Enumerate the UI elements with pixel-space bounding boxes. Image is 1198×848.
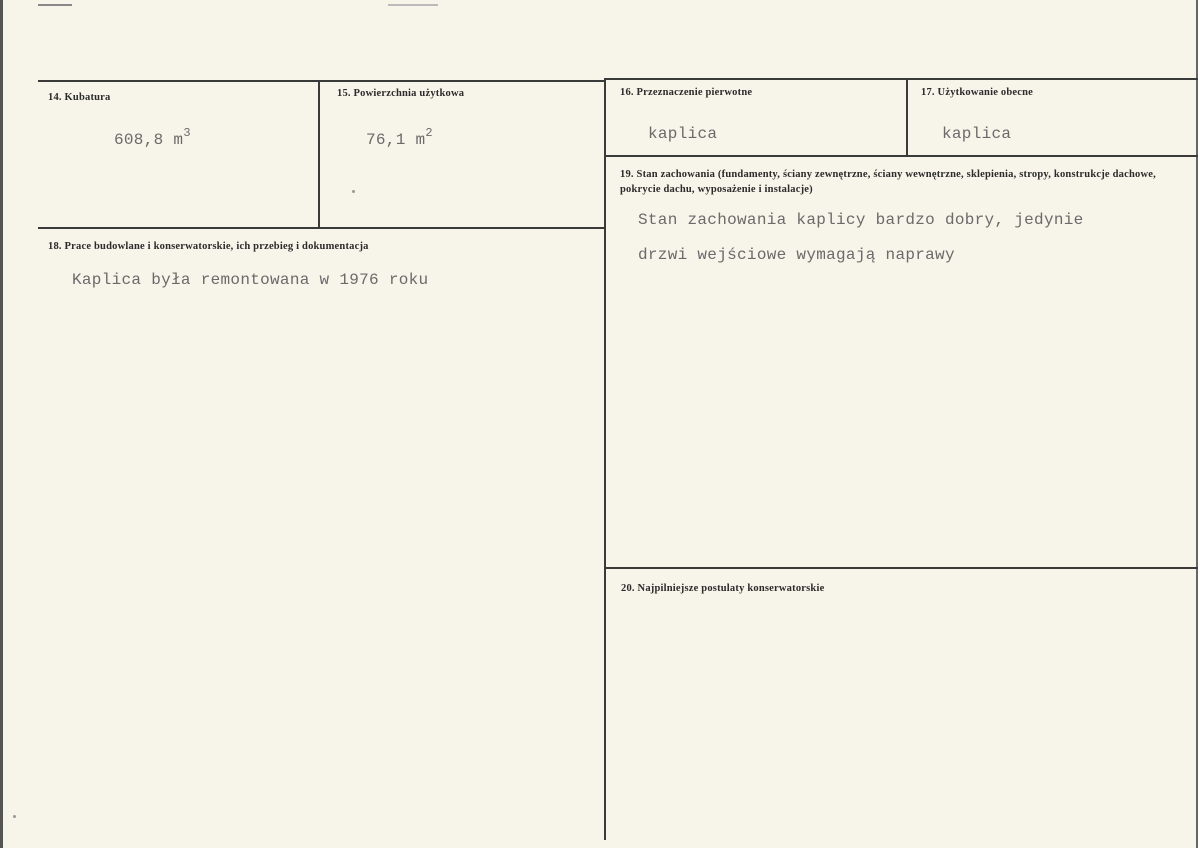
field-14-label: 14. Kubatura [48, 92, 111, 103]
top-edge-mark [38, 4, 72, 6]
grid-line [605, 78, 1198, 80]
grid-line [605, 567, 1198, 569]
field-18-label: 18. Prace budowlane i konserwatorskie, ich przebieg i dokumentacja [48, 241, 369, 252]
field-18-value: Kaplica była remontowana w 1976 roku [72, 271, 429, 289]
field-17-value: kaplica [942, 125, 1012, 143]
field-19-value-line: drzwi wejściowe wymagają naprawy [638, 246, 955, 264]
field-15-value: 76,1 $m^2$ [366, 126, 433, 149]
grid-line [605, 155, 1198, 157]
field-20-label: 20. Najpilniejsze postulaty konserwatorskie [621, 583, 825, 594]
grid-line [604, 78, 606, 840]
field-17-label: 17. Użytkowanie obecne [921, 87, 1034, 98]
field-15-label: 15. Powierzchnia użytkowa [337, 88, 465, 99]
field-19-value-line: Stan zachowania kaplicy bardzo dobry, jedynie [638, 211, 1084, 229]
grid-line [906, 78, 908, 156]
field-16-value: kaplica [648, 125, 718, 143]
paper-speck [13, 815, 16, 818]
field-14-value: 608,8 $m^3$ [114, 126, 191, 149]
grid-line [318, 80, 320, 228]
top-edge-mark [388, 4, 438, 6]
field-19-label: 19. Stan zachowania (fundamenty, ściany zewnętrzne, ściany wewnętrzne, sklepienia, stropy, konstrukcje dachowe, pokrycie dachu, wyposażenie i instalacje) [620, 169, 1156, 195]
grid-line [38, 80, 606, 82]
page-edge-left [0, 0, 3, 848]
field-16-label: 16. Przeznaczenie pierwotne [620, 87, 753, 98]
paper-speck [352, 190, 355, 193]
grid-line [38, 227, 606, 229]
